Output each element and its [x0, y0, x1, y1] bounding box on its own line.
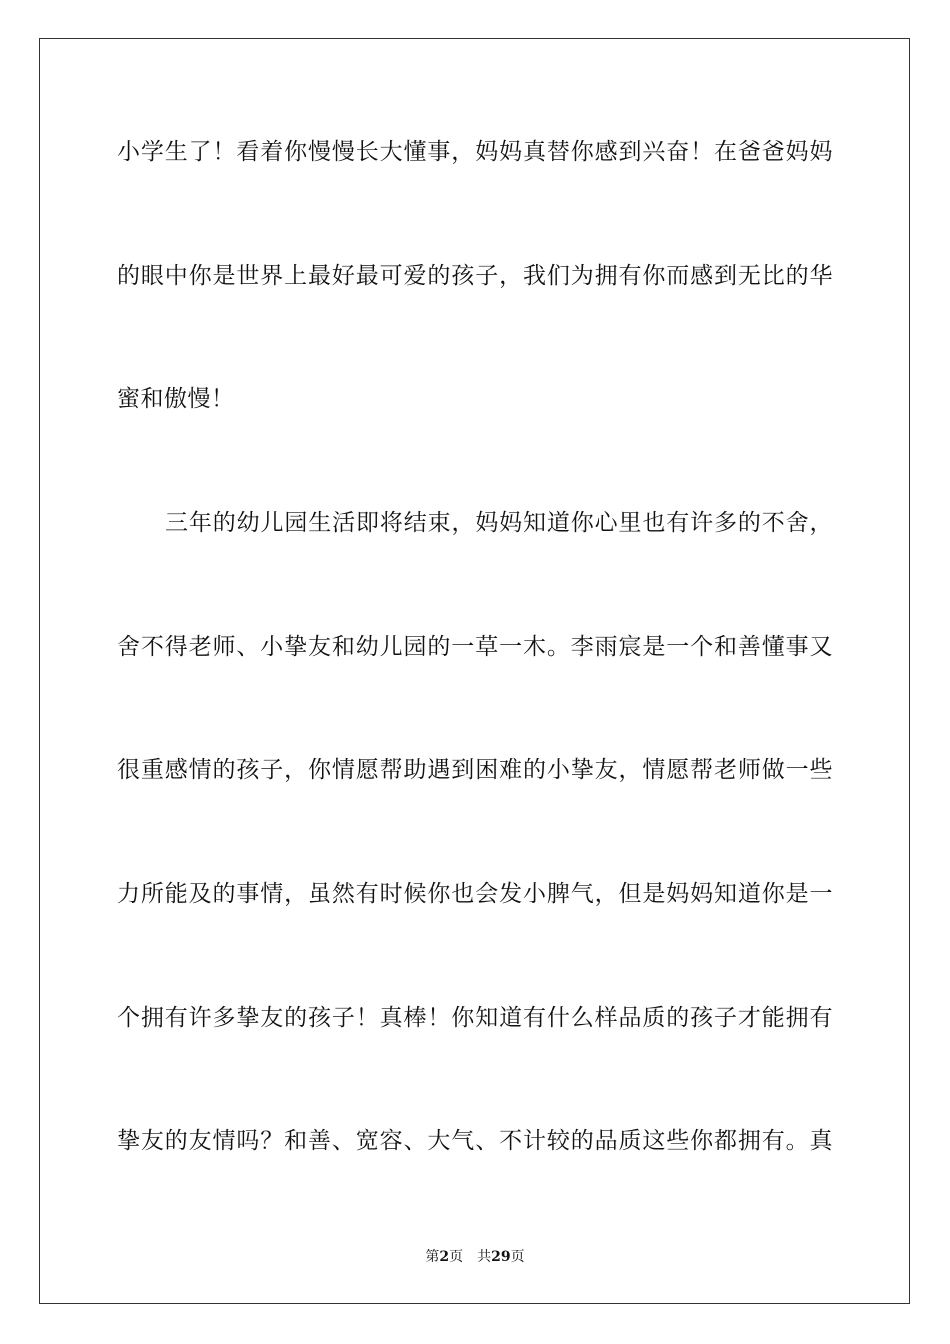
body-text-line: 很重感情的孩子，你情愿帮助遇到困难的小挚友，情愿帮老师做一些 [117, 757, 833, 783]
paragraph-first-line: 三年的幼儿园生活即将结束，妈妈知道你心里也有许多的不舍， [165, 510, 833, 536]
body-text-line: 挚友的友情吗？和善、宽容、大气、不计较的品质这些你都拥有。真 [117, 1128, 833, 1154]
body-text-line: 的眼中你是世界上最好最可爱的孩子，我们为拥有你而感到无比的华 [117, 263, 833, 289]
page-prefix: 第 [425, 1249, 440, 1265]
page-suffix: 页 [449, 1249, 464, 1265]
body-text-line: 蜜和傲慢！ [117, 386, 235, 412]
body-text-line: 力所能及的事情，虽然有时候你也会发小脾气，但是妈妈知道你是一 [117, 881, 833, 907]
body-text-line: 个拥有许多挚友的孩子！真棒！你知道有什么样品质的孩子才能拥有 [117, 1005, 833, 1031]
page-footer [0, 1247, 950, 1267]
total-pages: 29 [491, 1249, 511, 1265]
page-number: 2 [439, 1249, 450, 1265]
body-text-line: 小学生了！看着你慢慢长大懂事，妈妈真替你感到兴奋！在爸爸妈妈 [117, 139, 833, 165]
page-border [39, 38, 910, 1304]
total-prefix: 共 [477, 1249, 492, 1265]
body-text-line: 舍不得老师、小挚友和幼儿园的一草一木。李雨宸是一个和善懂事又 [117, 634, 833, 660]
total-suffix: 页 [510, 1249, 525, 1265]
